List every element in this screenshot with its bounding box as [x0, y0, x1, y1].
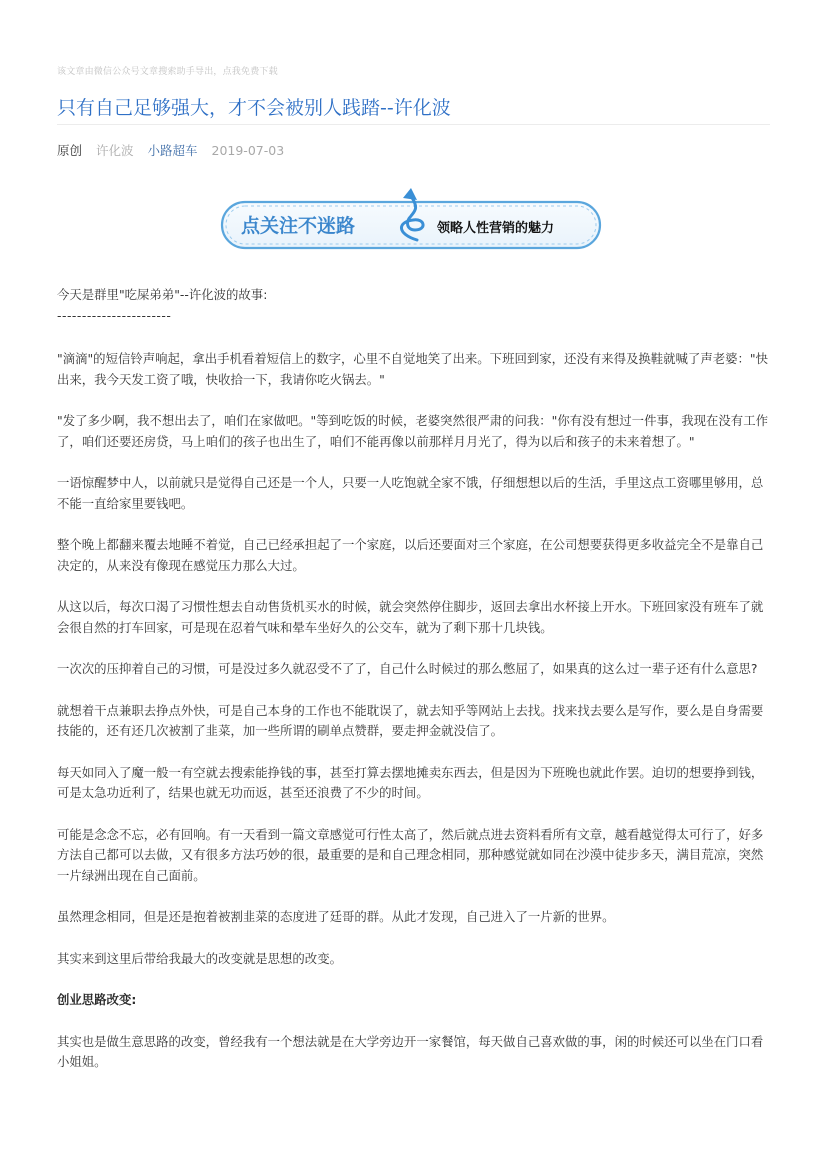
author-name: 许化波	[96, 143, 134, 158]
paragraph: 一语惊醒梦中人，以前就只是觉得自己还是一个人，只要一人吃饱就全家不饿，仔细想想以后的生活，手里这点工资哪里够用，总不能一直给家里要钱吧。	[57, 475, 764, 511]
paragraph: 其实也是做生意思路的改变，曾经我有一个想法就是在大学旁边开一家餐馆，每天做自己喜欢做的事，闲的时候还可以坐在门口看小姐姐。	[57, 1033, 764, 1069]
article-body	[57, 285, 769, 1094]
intro-line: 今天是群里"吃屎弟弟"--许化波的故事:	[57, 287, 268, 302]
account-link[interactable]: 小路超车	[147, 143, 198, 158]
banner-left-text: 点关注不迷路	[241, 215, 356, 237]
paragraph: "滴滴"的短信铃声响起，拿出手机看着短信上的数字，心里不自觉地笑了出来。下班回到家，还没有来得及换鞋就喊了声老婆："快出来，我今天发工资了哦，快收拾一下，我请你吃火锅去。"	[57, 351, 768, 387]
title-divider	[57, 124, 770, 125]
paragraph: 从这以后，每次口渴了习惯性想去自动售货机买水的时候，就会突然停住脚步，返回去拿出水杯接上开水。下班回家没有班车了就会很自然的打车回家，可是现在忍着气味和晕车坐好久的公交车，就为了剩下那十几块钱。	[57, 599, 764, 635]
paragraph: 就想着干点兼职去挣点外快，可是自己本身的工作也不能耽误了，就去知乎等网站上去找。找来找去要么是写作，要么是自身需要技能的，还有还几次被割了韭菜，加一些所谓的刷单点赞群，要走押金就没信了。	[57, 702, 764, 738]
separator-line: -----------------------	[57, 307, 172, 323]
follow-banner[interactable]	[219, 186, 603, 252]
paragraph: 可能是念念不忘，必有回响。有一天看到一篇文章感觉可行性太高了，然后就点进去资料看所有文章，越看越觉得太可行了，好多方法自己都可以去做，又有很多方法巧妙的很，最重要的是和自己理念相同，那种感觉就如同在沙漠中徒步多天，满目荒凉，突然一片绿洲出现在自己面前。	[57, 826, 764, 883]
paragraph: 虽然理念相同，但是还是抱着被割韭菜的态度进了廷哥的群。从此才发现，自己进入了一片新的世界。	[57, 909, 615, 924]
paragraph: 整个晚上都翻来覆去地睡不着觉，自己已经承担起了一个家庭，以后还要面对三个家庭，在公司想要获得更多收益完全不是靠自己决定的，从来没有像现在感觉压力那么大过。	[57, 537, 764, 573]
export-note[interactable]: 该文章由微信公众号文章搜索助手导出，点我免费下载	[57, 67, 278, 77]
paragraph: 一次次的压抑着自己的习惯，可是没过多久就忍受不了了，自己什么时候过的那么憋屈了，如果真的这么过一辈子还有什么意思?	[57, 661, 758, 676]
article-meta	[57, 141, 294, 159]
paragraph: "发了多少啊，我不想出去了，咱们在家做吧。"等到吃饭的时候，老婆突然很严肃的问我："你有没有想过一件事，我现在没有工作了，咱们还要还房贷，马上咱们的孩子也出生了，咱们不能再像以前那样月月光了，得为以后和孩子的未来着想了。"	[57, 413, 768, 449]
paragraph: 每天如同入了魔一般一有空就去搜索能挣钱的事，甚至打算去摆地摊卖东西去，但是因为下班晚也就此作罢。迫切的想要挣到钱，可是太急功近利了，结果也就无功而返，甚至还浪费了不少的时间。	[57, 764, 764, 800]
publish-date: 2019-07-03	[211, 143, 285, 158]
article-title: 只有自己足够强大，才不会被别人践踏--许化波	[57, 97, 451, 119]
banner-right-text: 领略人性营销的魅力	[437, 221, 555, 236]
section-heading: 创业思路改变:	[57, 992, 137, 1007]
follow-banner-graphic	[219, 186, 603, 252]
original-tag: 原创	[57, 143, 83, 158]
paragraph: 其实来到这里后带给我最大的改变就是思想的改变。	[57, 950, 342, 966]
